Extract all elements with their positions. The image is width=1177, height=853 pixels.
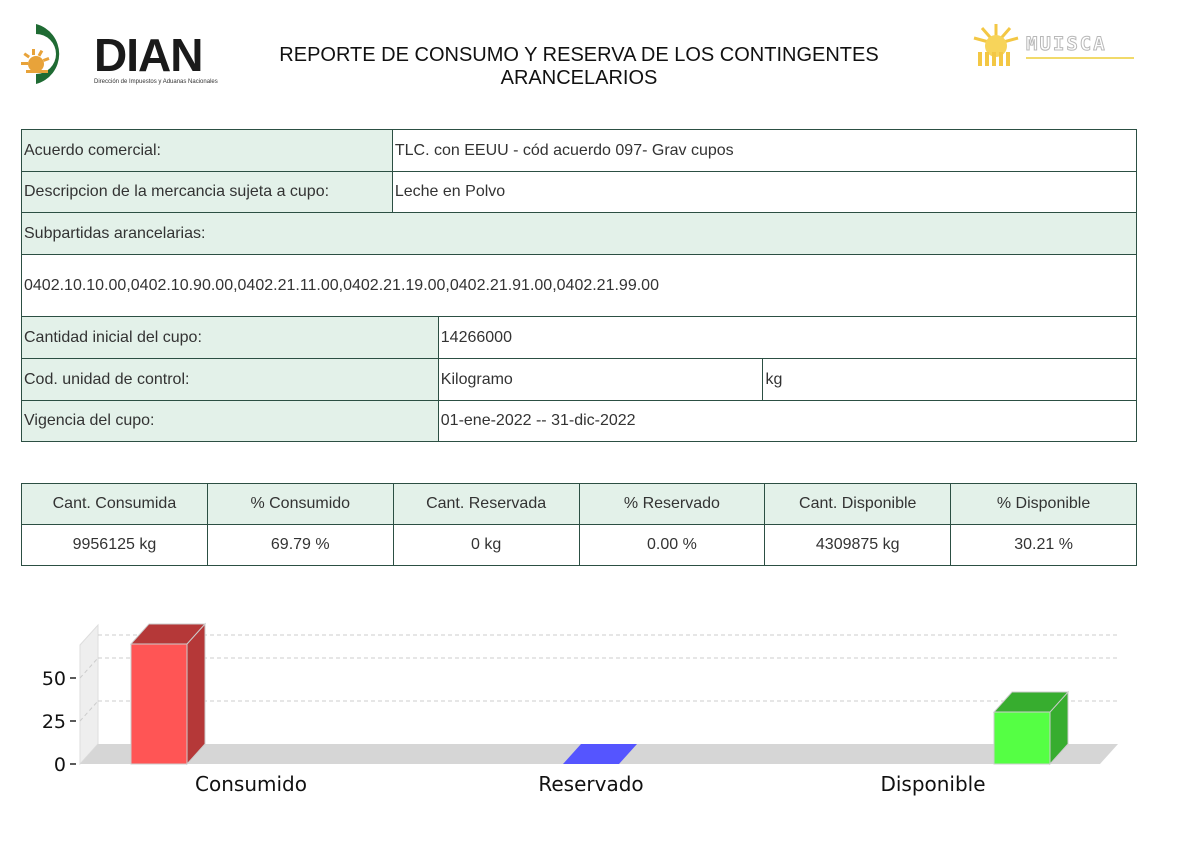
muisca-logo-underline — [1026, 57, 1134, 59]
row-cantidad — [22, 317, 1137, 359]
muisca-logo — [968, 22, 1143, 72]
consumo-bar-chart — [0, 600, 1177, 820]
row-vigencia — [22, 401, 1137, 442]
header-cant-consumida: Cant. Consumida — [22, 484, 208, 525]
unidad-code: kg — [763, 359, 1137, 401]
acuerdo-value: TLC. con EEUU - cód acuerdo 097- Grav cupos — [392, 130, 1136, 172]
header-cant-reservada: Cant. Reservada — [393, 484, 579, 525]
cantidad-label: Cantidad inicial del cupo: — [22, 317, 439, 359]
sun-half-icon — [20, 22, 90, 88]
cupo-info-table — [21, 129, 1137, 442]
vigencia-label: Vigencia del cupo: — [22, 401, 439, 442]
acuerdo-label: Acuerdo comercial: — [22, 130, 393, 172]
value-cant-reservada: 0 kg — [393, 525, 579, 566]
muisca-logo-text: MUISCA — [1026, 33, 1107, 55]
row-descripcion — [22, 172, 1137, 213]
row-subpartidas-value — [22, 255, 1137, 317]
report-header — [0, 0, 1177, 110]
sun-icon — [968, 22, 1024, 68]
value-pct-disponible: 30.21 % — [951, 525, 1137, 566]
consumo-stats-table — [21, 483, 1137, 566]
unidad-value: Kilogramo — [438, 359, 763, 401]
subpartidas-value: 0402.10.10.00,0402.10.90.00,0402.21.11.00,0402.21.19.00,0402.21.91.00,0402.21.99.00 — [22, 255, 1137, 317]
x-tick-label-consumido: Consumido — [195, 772, 307, 796]
header-cant-disponible: Cant. Disponible — [765, 484, 951, 525]
y-tick-label: 0 — [53, 754, 66, 776]
value-cant-disponible: 4309875 kg — [765, 525, 951, 566]
unidad-label: Cod. unidad de control: — [22, 359, 439, 401]
value-cant-consumida: 9956125 kg — [22, 525, 208, 566]
y-tick-label: 50 — [41, 668, 66, 690]
descripcion-label: Descripcion de la mercancia sujeta a cupo: — [22, 172, 393, 213]
cantidad-value: 14266000 — [438, 317, 1136, 359]
bar-side-consumido — [187, 624, 205, 764]
descripcion-value: Leche en Polvo — [392, 172, 1136, 213]
header-pct-reservado: % Reservado — [579, 484, 765, 525]
bar-disponible — [994, 712, 1050, 764]
stats-header-row — [22, 484, 1137, 525]
report-title: REPORTE DE CONSUMO Y RESERVA DE LOS CONTINGENTES ARANCELARIOS — [279, 44, 879, 89]
subpartidas-label: Subpartidas arancelarias: — [22, 213, 1137, 255]
bar-consumido — [131, 644, 187, 764]
dian-logo — [20, 22, 218, 88]
dian-logo-text: DIAN — [94, 29, 203, 81]
x-tick-label-reservado: Reservado — [538, 772, 644, 796]
dian-logo-subtitle: Dirección de Impuestos y Aduanas Nacionales — [94, 79, 218, 85]
header-pct-consumido: % Consumido — [207, 484, 393, 525]
value-pct-reservado: 0.00 % — [579, 525, 765, 566]
row-unidad — [22, 359, 1137, 401]
x-tick-label-disponible: Disponible — [880, 772, 986, 796]
vigencia-value: 01-ene-2022 -- 31-dic-2022 — [438, 401, 1136, 442]
header-pct-disponible: % Disponible — [951, 484, 1137, 525]
row-acuerdo — [22, 130, 1137, 172]
stats-value-row — [22, 525, 1137, 566]
value-pct-consumido: 69.79 % — [207, 525, 393, 566]
y-tick-label: 25 — [41, 711, 66, 733]
row-subpartidas-label — [22, 213, 1137, 255]
chart-left-wall — [80, 625, 98, 764]
